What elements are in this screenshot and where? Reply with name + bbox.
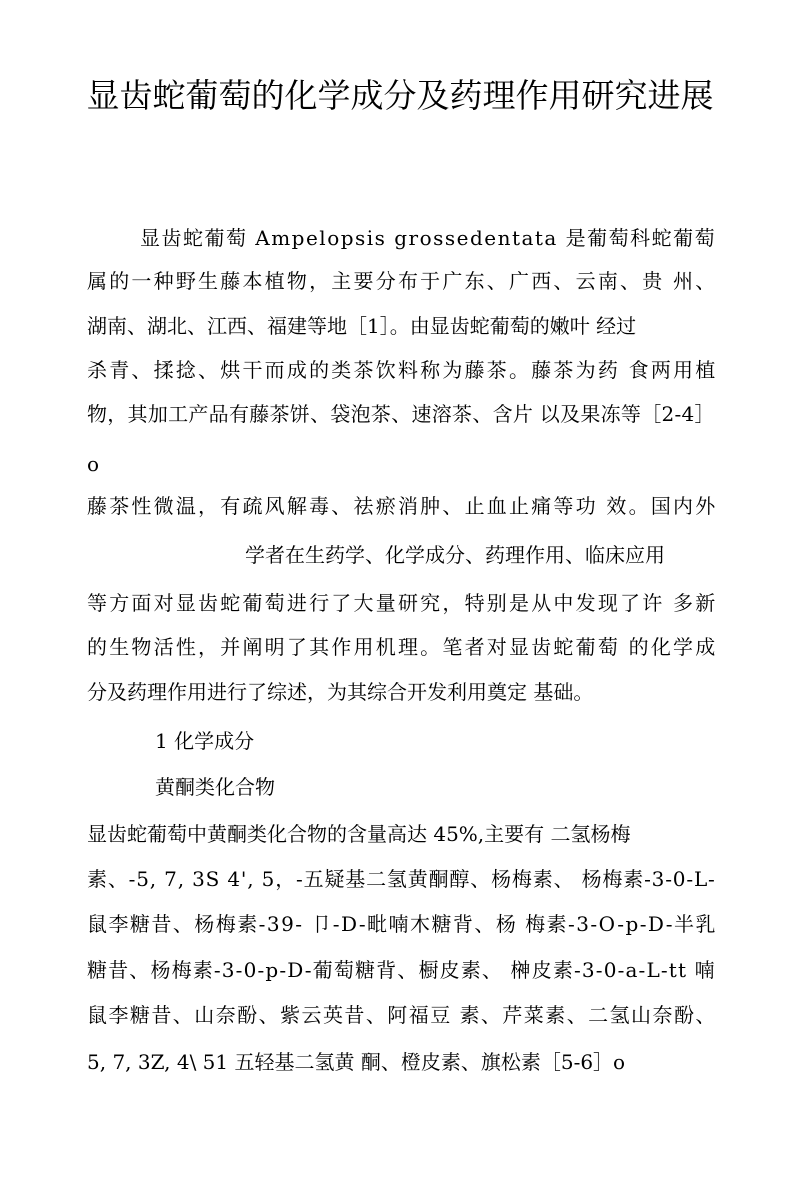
page-title: 显齿蛇葡萄的化学成分及药理作用研究进展 [86,76,714,115]
body-line: 湖南、湖北、江西、福建等地［1］。由显齿蛇葡萄的嫩叶 经过 [87,314,637,338]
body-line: o [87,452,100,476]
body-line: 属的一种野生藤本植物，主要分布于广东、广西、云南、贵 州、 [87,269,718,293]
body-line: 鼠李糖昔、山奈酚、紫云英昔、阿福豆 素、芹菜素、二氢山奈酚、 [87,1003,717,1027]
body-line: 物，其加工产品有藤茶饼、袋泡茶、速溶茶、含片 以及果冻等［2-4］ [87,402,715,426]
body-line: 分及药理作用进行了综述，为其综合开发利用奠定 基础。 [87,680,594,704]
body-line: 显齿蛇葡萄中黄酮类化合物的含量高达 45%,主要有 二氢杨梅 [87,822,631,846]
body-line: 藤茶性微温，有疏风解毒、祛瘀消肿、止血止痛等功 效。国内外 [87,494,718,518]
body-line: 5, 7, 3Z, 4\ 51 五轻基二氢黄 酮、橙皮素、旗松素［5-6］o [87,1050,626,1074]
body-line: 学者在生药学、化学成分、药理作用、临床应用 [245,543,665,567]
body-line: 的生物活性，并阐明了其作用机理。笔者对显齿蛇葡萄 的化学成 [87,635,718,659]
subsection-heading: 黄酮类化合物 [155,775,275,799]
body-line: 杀青、揉捻、烘干而成的类茶饮料称为藤茶。藤茶为药 食两用植 [87,358,718,382]
body-line: 显齿蛇葡萄 Ampelopsis grossedentata 是葡萄科蛇葡萄 [140,226,717,250]
body-line: 等方面对显齿蛇葡萄进行了大量研究，特别是从中发现了许 多新 [87,591,718,615]
section-heading: 1 化学成分 [155,729,255,753]
body-line: 糖昔、杨梅素-3-0-p-D-葡萄糖背、橱皮素、 榊皮素-3-0-a-L-tt 喃 [87,958,716,982]
body-line: 素、-5, 7, 3S 4', 5，-五疑基二氢黄酮醇、杨梅素、 杨梅素-3-0-L- [87,867,716,891]
body-line: 鼠李糖昔、杨梅素-39- 卩-D-毗喃木糖背、杨 梅素-3-O-p-D-半乳 [87,912,717,936]
